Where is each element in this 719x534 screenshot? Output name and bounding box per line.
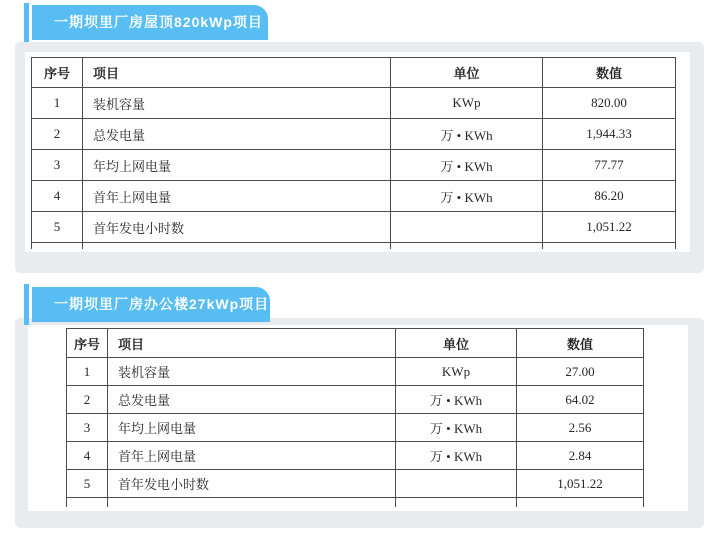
cell-unit (396, 470, 517, 498)
cell-index: 2 (32, 119, 83, 150)
column-header-value: 数值 (543, 58, 676, 88)
cell-index: 2 (67, 386, 108, 414)
cell-unit: 万 • KWh (396, 442, 517, 470)
section1-accent-bar-icon (24, 3, 29, 42)
table-row (67, 442, 644, 470)
section1-title-badge: 一期坝里厂房屋顶820kWp项目 (32, 5, 268, 40)
column-header-item: 项目 (83, 58, 391, 88)
cell-item: 年均上网电量 (108, 414, 396, 442)
cell-item: 年均上网电量 (83, 150, 391, 181)
cell-index: 1 (32, 88, 83, 119)
cell-value: 1,944.33 (543, 119, 676, 150)
cell-unit: 万 • KWh (391, 150, 543, 181)
cell-value: 27.00 (517, 358, 644, 386)
table-header-row (32, 58, 676, 88)
cell-item: 首年上网电量 (83, 181, 391, 212)
table-row (32, 119, 676, 150)
cell-item: 首年发电小时数 (83, 212, 391, 243)
cell-index: 1 (67, 358, 108, 386)
cell-index: 3 (32, 150, 83, 181)
cell-item: 首年发电小时数 (108, 470, 396, 498)
cell-index: 3 (67, 414, 108, 442)
cell-item: 首年上网电量 (108, 442, 396, 470)
cell-index: 5 (32, 212, 83, 243)
cell-item: 总发电量 (108, 386, 396, 414)
table-row (32, 88, 676, 119)
section2-data-table (66, 328, 644, 507)
cell-unit: 万 • KWh (391, 181, 543, 212)
column-header-unit: 单位 (396, 329, 517, 358)
table-row (67, 386, 644, 414)
column-header-item: 项目 (108, 329, 396, 358)
cell-unit: 万 • KWh (396, 386, 517, 414)
table-row (67, 470, 644, 498)
column-header-index: 序号 (67, 329, 108, 358)
cell-value: 64.02 (517, 386, 644, 414)
cell-item: 装机容量 (83, 88, 391, 119)
column-header-value: 数值 (517, 329, 644, 358)
cell-item: 总发电量 (83, 119, 391, 150)
cutoff-row-stub (32, 243, 676, 249)
cell-unit (391, 212, 543, 243)
cell-value: 2.84 (517, 442, 644, 470)
table-header-row (67, 329, 644, 358)
cutoff-row-stub (67, 498, 644, 507)
cell-value: 2.56 (517, 414, 644, 442)
cell-value: 86.20 (543, 181, 676, 212)
cell-value: 1,051.22 (543, 212, 676, 243)
cell-item: 装机容量 (108, 358, 396, 386)
section1-data-table (31, 57, 676, 249)
table-row (32, 181, 676, 212)
column-header-index: 序号 (32, 58, 83, 88)
table-row (67, 414, 644, 442)
table-row (67, 358, 644, 386)
column-header-unit: 单位 (391, 58, 543, 88)
section2-accent-bar-icon (24, 284, 29, 325)
cell-unit: KWp (396, 358, 517, 386)
cell-unit: 万 • KWh (396, 414, 517, 442)
cell-value: 77.77 (543, 150, 676, 181)
section2-title-badge: 一期坝里厂房办公楼27kWp项目 (32, 287, 270, 322)
cell-value: 820.00 (543, 88, 676, 119)
cell-unit: KWp (391, 88, 543, 119)
cell-index: 5 (67, 470, 108, 498)
table-row (32, 212, 676, 243)
table-row (32, 150, 676, 181)
cell-unit: 万 • KWh (391, 119, 543, 150)
cell-index: 4 (32, 181, 83, 212)
cell-value: 1,051.22 (517, 470, 644, 498)
cell-index: 4 (67, 442, 108, 470)
